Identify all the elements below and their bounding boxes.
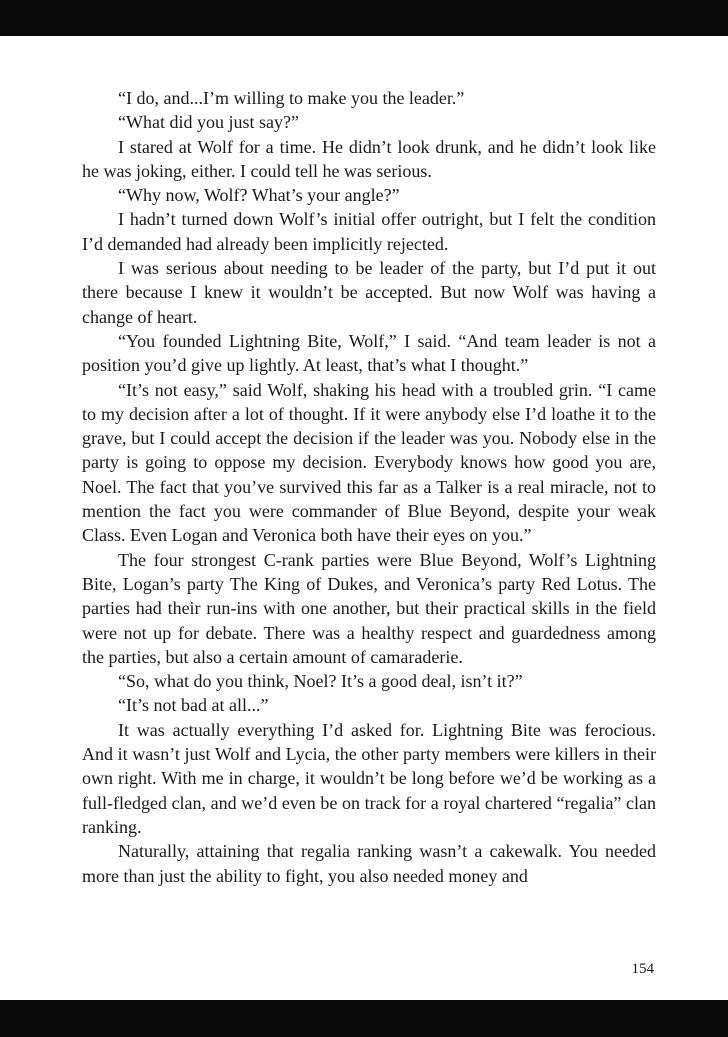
paragraph: Naturally, attaining that regalia ranking wasn’t a cakewalk. You needed more than just the ability to fight, you also needed money and: [82, 841, 656, 886]
paragraph: “Why now, Wolf? What’s your angle?”: [118, 185, 400, 206]
paragraph: “I do, and...I’m willing to make you the leader.”: [118, 88, 465, 108]
bottom-scan-border: [0, 1000, 728, 1037]
paragraph: “It’s not bad at all...”: [118, 695, 269, 716]
paragraph: “So, what do you think, Noel? It’s a good deal, isn’t it?”: [118, 671, 523, 692]
top-scan-border: [0, 0, 728, 36]
paragraph: “It’s not easy,” said Wolf, shaking his head with a troubled grin. “I came to my decision after a lot of thought. If it were anybody else I’d loathe it to the grave, but I could accept the decision if the leader was you. Nobody else in the party is going to oppose my decision. Everybody knows how good you are, Noel. The fact that you’ve survived this far as a Talker is a real miracle, not to mention the fact you were commander of Blue Beyond, despite your weak Class. Even Logan and Veronica both have their eyes on you.”: [82, 379, 656, 546]
page-number: 154: [631, 961, 654, 977]
paragraph: I hadn’t turned down Wolf’s initial offer outright, but I felt the condition I’d demanded had already been implicitly rejected.: [82, 209, 656, 254]
paragraph: The four strongest C-rank parties were Blue Beyond, Wolf’s Lightning Bite, Logan’s party The King of Dukes, and Veronica’s party Red Lotus. The parties had their run-ins with one another, but their practical skills in the field were not up for debate. There was a healthy respect and guardedness among the parties, but also a certain amount of camaraderie.: [82, 549, 656, 667]
paragraph: “You founded Lightning Bite, Wolf,” I said. “And team leader is not a position you’d give up lightly. At least, that’s what I thought.”: [82, 330, 656, 376]
paragraph: I stared at Wolf for a time. He didn’t look drunk, and he didn’t look like he was joking, either. I could tell he was serious.: [82, 136, 656, 181]
body-text: [82, 86, 656, 888]
paragraph: “What did you just say?”: [118, 112, 299, 133]
paragraph: I was serious about needing to be leader of the party, but I’d put it out there because I knew it wouldn’t be accepted. But now Wolf was having a change of heart.: [82, 258, 656, 327]
paragraph: It was actually everything I’d asked for. Lightning Bite was ferocious. And it wasn’t just Wolf and Lycia, the other party members were killers in their own right. With me in charge, it wouldn’t be long before we’d be working as a full-fledged clan, and we’d even be on track for a royal chartered “regalia” clan ranking.: [82, 719, 656, 837]
book-page: [0, 36, 728, 1000]
